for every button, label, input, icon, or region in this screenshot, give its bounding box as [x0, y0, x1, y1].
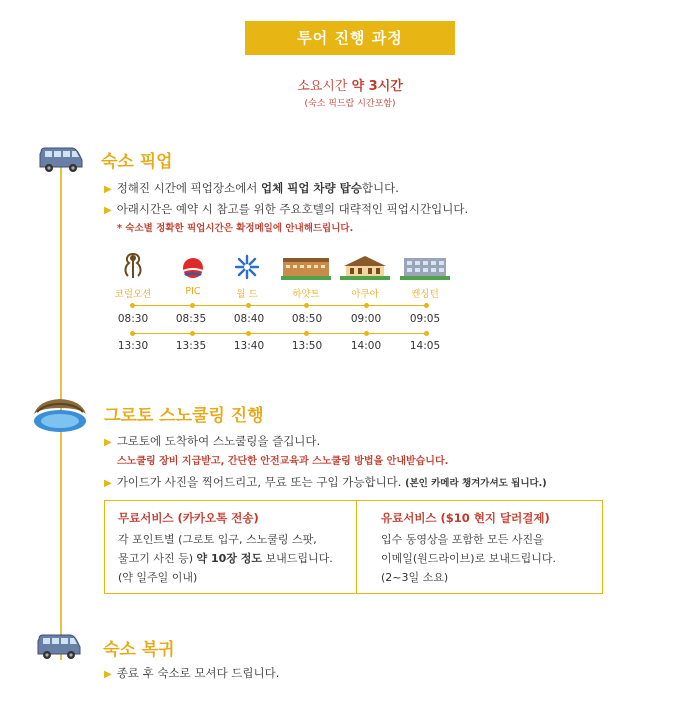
duration-prefix: 소요시간	[297, 79, 352, 94]
snorkel-line-2-text: 가이드가 사진을 찍어드리고, 무료 또는 구입 가능합니다.	[116, 475, 406, 489]
time-dot	[246, 303, 251, 308]
hotel-name: 코럴오션	[114, 289, 152, 300]
paid-service-line: (2~3일 소요)	[381, 571, 449, 584]
time-dot	[130, 331, 135, 336]
pickup-time-morning: 08:35	[175, 313, 207, 325]
paid-service-body	[381, 530, 596, 587]
paid-service-title: 유료서비스 ($10 현지 달러결제)	[381, 511, 550, 525]
aqua-icon	[335, 250, 395, 280]
free-service-text: 보내드립니다.	[262, 552, 333, 565]
pickup-note: * 숙소별 정확한 픽업시간은 확정메일에 안내해드립니다.	[117, 223, 354, 234]
return-title: 숙소 복귀	[103, 640, 175, 660]
return-line-1-text: 종료 후 숙소로 모셔다 드립니다.	[116, 666, 280, 680]
hotel-hyatt	[276, 250, 336, 300]
snorkel-line-1	[104, 433, 320, 449]
free-service-text: 물고기 사진 등)	[118, 552, 197, 565]
duration-note: (숙소 픽드랍 시간포함)	[304, 99, 396, 109]
free-service-title: 무료서비스 (카카오톡 전송)	[118, 511, 259, 525]
grotto-icon	[31, 394, 89, 438]
pickup-line-1	[104, 180, 399, 196]
time-dot	[304, 303, 309, 308]
pickup-time-morning: 08:30	[117, 313, 149, 325]
pickup-time-afternoon: 14:05	[409, 340, 441, 352]
pickup-time-afternoon: 13:35	[175, 340, 207, 352]
pickup-time-morning: 08:40	[233, 313, 265, 325]
hotel-coral-ocean	[103, 250, 163, 300]
time-row-line-2	[132, 333, 426, 334]
pickup-time-morning: 09:00	[350, 313, 382, 325]
pickup-time-morning: 08:50	[291, 313, 323, 325]
pickup-time-afternoon: 14:00	[350, 340, 382, 352]
pickup-line-1-text: 정해진 시간에 픽업장소에서	[116, 181, 261, 195]
time-dot	[190, 303, 195, 308]
bullet-triangle-icon: ▶	[104, 184, 112, 195]
page-title: 투어 진행 과정	[245, 21, 455, 55]
snorkel-line-1-text: 그로토에 도착하여 스노쿨링을 즐깁니다.	[116, 434, 321, 448]
pickup-line-1-end: 합니다.	[361, 181, 399, 195]
free-service-line	[118, 549, 354, 568]
pickup-time-afternoon: 13:40	[233, 340, 265, 352]
pickup-time-morning: 09:05	[409, 313, 441, 325]
van-icon	[36, 631, 82, 665]
time-dot	[424, 303, 429, 308]
hotel-pic	[163, 250, 223, 297]
duration-line	[0, 75, 700, 94]
hotel-name: 월 드	[236, 289, 258, 300]
return-line-1	[104, 665, 279, 681]
snorkel-title: 그로토 스노쿨링 진행	[104, 406, 264, 426]
world-logo	[217, 250, 277, 280]
van-icon	[38, 144, 84, 178]
time-dot	[304, 331, 309, 336]
bullet-triangle-icon: ▶	[104, 669, 112, 680]
paid-service-line: 이메일(원드라이브)로 보내드립니다.	[381, 552, 556, 565]
time-dot	[364, 303, 369, 308]
pickup-time-afternoon: 13:50	[291, 340, 323, 352]
pickup-time-afternoon: 13:30	[117, 340, 149, 352]
coral-ocean-logo	[103, 250, 163, 280]
pickup-line-2-text: 아래시간은 예약 시 참고를 위한 주요호텔의 대략적인 픽업시간입니다.	[116, 202, 469, 216]
hotel-aqua	[335, 250, 395, 300]
free-service-highlight: 약 10장 정도	[196, 552, 263, 565]
service-divider	[356, 500, 357, 594]
duration-value: 약 3시간	[351, 79, 403, 94]
pickup-line-2	[104, 201, 468, 217]
time-dot	[130, 303, 135, 308]
kensington-icon	[395, 250, 455, 280]
bullet-triangle-icon: ▶	[104, 205, 112, 216]
hotel-world	[217, 250, 277, 300]
time-dot	[190, 331, 195, 336]
pic-logo	[163, 250, 223, 280]
pickup-title: 숙소 픽업	[101, 152, 173, 172]
time-dot	[424, 331, 429, 336]
hotel-name: 켄싱턴	[411, 289, 439, 300]
free-service-line: 각 포인트별 (그로토 입구, 스노쿨링 스팟,	[118, 533, 317, 546]
hotel-name: 아쿠아	[351, 289, 379, 300]
snorkel-line-2	[104, 474, 547, 490]
free-service-body	[118, 530, 354, 587]
bullet-triangle-icon: ▶	[104, 437, 112, 448]
hotel-name: PIC	[185, 286, 201, 297]
hyatt-icon	[276, 250, 336, 280]
hotel-name: 하얏트	[292, 289, 320, 300]
camera-note: (본인 카메라 챙겨가셔도 됩니다.)	[405, 478, 547, 489]
paid-service-line: 입수 동영상을 포함한 모든 사진을	[381, 533, 544, 546]
hotel-kensington	[395, 250, 455, 300]
time-row-line-1	[132, 305, 426, 306]
time-dot	[364, 331, 369, 336]
bullet-triangle-icon: ▶	[104, 478, 112, 489]
pickup-vehicle-highlight: 업체 픽업 차량 탑승	[260, 181, 362, 195]
free-service-line: (약 일주일 이내)	[118, 571, 198, 584]
snorkel-note: 스노쿨링 장비 지급받고, 간단한 안전교육과 스노쿨링 방법을 안내받습니다.	[117, 456, 449, 467]
time-dot	[246, 331, 251, 336]
